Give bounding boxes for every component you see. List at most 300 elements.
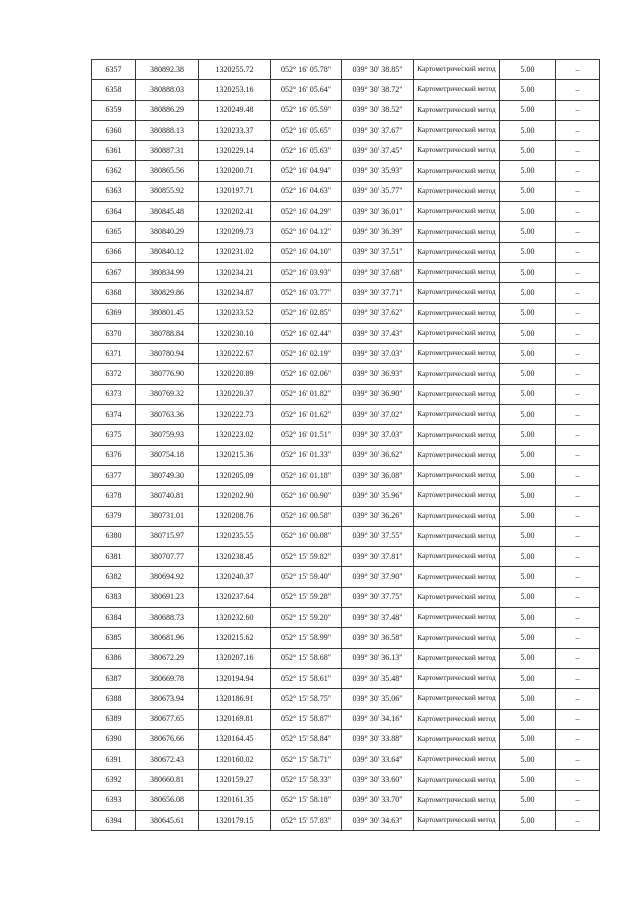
latitude-cell: 052° 16' 01.33"	[271, 445, 342, 465]
method-cell: Картометрический метод	[414, 323, 500, 343]
accuracy-cell: 5.00	[500, 526, 556, 546]
note-cell: –	[556, 465, 600, 485]
table-row	[92, 668, 600, 688]
note-cell: –	[556, 770, 600, 790]
method-cell: Картометрический метод	[414, 303, 500, 323]
longitude-cell: 039° 30' 37.43"	[342, 323, 414, 343]
y-coordinate-cell: 1320186.91	[199, 689, 271, 709]
x-coordinate-cell: 380707.77	[136, 547, 199, 567]
note-cell: –	[556, 750, 600, 770]
latitude-cell: 052° 15' 58.61"	[271, 668, 342, 688]
longitude-cell: 039° 30' 37.62"	[342, 303, 414, 323]
y-coordinate-cell: 1320234.87	[199, 283, 271, 303]
x-coordinate-cell: 380749.30	[136, 465, 199, 485]
point-number-cell: 6380	[92, 526, 136, 546]
note-cell: –	[556, 810, 600, 830]
method-cell: Картометрический метод	[414, 506, 500, 526]
y-coordinate-cell: 1320164.45	[199, 729, 271, 749]
note-cell: –	[556, 648, 600, 668]
accuracy-cell: 5.00	[500, 384, 556, 404]
latitude-cell: 052° 15' 58.75"	[271, 689, 342, 709]
latitude-cell: 052° 15' 58.87"	[271, 709, 342, 729]
longitude-cell: 039° 30' 37.75"	[342, 587, 414, 607]
note-cell: –	[556, 161, 600, 181]
accuracy-cell: 5.00	[500, 323, 556, 343]
latitude-cell: 052° 16' 04.29"	[271, 202, 342, 222]
latitude-cell: 052° 15' 58.18"	[271, 790, 342, 810]
y-coordinate-cell: 1320209.73	[199, 222, 271, 242]
longitude-cell: 039° 30' 36.39"	[342, 222, 414, 242]
latitude-cell: 052° 15' 59.40"	[271, 567, 342, 587]
longitude-cell: 039° 30' 37.51"	[342, 242, 414, 262]
note-cell: –	[556, 262, 600, 282]
longitude-cell: 039° 30' 36.01"	[342, 202, 414, 222]
note-cell: –	[556, 587, 600, 607]
longitude-cell: 039° 30' 36.90"	[342, 384, 414, 404]
longitude-cell: 039° 30' 37.48"	[342, 608, 414, 628]
x-coordinate-cell: 380759.93	[136, 425, 199, 445]
longitude-cell: 039° 30' 33.60"	[342, 770, 414, 790]
table-row	[92, 405, 600, 425]
accuracy-cell: 5.00	[500, 283, 556, 303]
x-coordinate-cell: 380892.38	[136, 60, 199, 80]
y-coordinate-cell: 1320233.52	[199, 303, 271, 323]
note-cell: –	[556, 323, 600, 343]
longitude-cell: 039° 30' 36.08"	[342, 465, 414, 485]
point-number-cell: 6363	[92, 181, 136, 201]
note-cell: –	[556, 303, 600, 323]
table-body	[92, 60, 600, 831]
x-coordinate-cell: 380788.84	[136, 323, 199, 343]
latitude-cell: 052° 16' 05.64"	[271, 80, 342, 100]
method-cell: Картометрический метод	[414, 628, 500, 648]
y-coordinate-cell: 1320169.81	[199, 709, 271, 729]
table-row	[92, 323, 600, 343]
point-number-cell: 6371	[92, 344, 136, 364]
accuracy-cell: 5.00	[500, 303, 556, 323]
accuracy-cell: 5.00	[500, 344, 556, 364]
point-number-cell: 6392	[92, 770, 136, 790]
x-coordinate-cell: 380660.81	[136, 770, 199, 790]
latitude-cell: 052° 16' 01.18"	[271, 465, 342, 485]
point-number-cell: 6369	[92, 303, 136, 323]
note-cell: –	[556, 405, 600, 425]
coordinate-table	[91, 59, 600, 831]
x-coordinate-cell: 380855.92	[136, 181, 199, 201]
latitude-cell: 052° 16' 04.63"	[271, 181, 342, 201]
table-row	[92, 750, 600, 770]
y-coordinate-cell: 1320229.14	[199, 141, 271, 161]
x-coordinate-cell: 380694.92	[136, 567, 199, 587]
table-row	[92, 303, 600, 323]
table-row	[92, 262, 600, 282]
point-number-cell: 6367	[92, 262, 136, 282]
x-coordinate-cell: 380672.29	[136, 648, 199, 668]
point-number-cell: 6385	[92, 628, 136, 648]
point-number-cell: 6357	[92, 60, 136, 80]
table-row	[92, 810, 600, 830]
point-number-cell: 6370	[92, 323, 136, 343]
note-cell: –	[556, 506, 600, 526]
note-cell: –	[556, 790, 600, 810]
note-cell: –	[556, 344, 600, 364]
accuracy-cell: 5.00	[500, 445, 556, 465]
note-cell: –	[556, 384, 600, 404]
longitude-cell: 039° 30' 37.68"	[342, 262, 414, 282]
method-cell: Картометрический метод	[414, 567, 500, 587]
x-coordinate-cell: 380840.29	[136, 222, 199, 242]
longitude-cell: 039° 30' 37.03"	[342, 425, 414, 445]
point-number-cell: 6387	[92, 668, 136, 688]
y-coordinate-cell: 1320160.02	[199, 750, 271, 770]
point-number-cell: 6390	[92, 729, 136, 749]
y-coordinate-cell: 1320237.64	[199, 587, 271, 607]
x-coordinate-cell: 380672.43	[136, 750, 199, 770]
note-cell: –	[556, 567, 600, 587]
point-number-cell: 6378	[92, 486, 136, 506]
accuracy-cell: 5.00	[500, 689, 556, 709]
latitude-cell: 052° 15' 58.68"	[271, 648, 342, 668]
method-cell: Картометрический метод	[414, 283, 500, 303]
longitude-cell: 039° 30' 35.96"	[342, 486, 414, 506]
y-coordinate-cell: 1320231.02	[199, 242, 271, 262]
accuracy-cell: 5.00	[500, 202, 556, 222]
note-cell: –	[556, 729, 600, 749]
table-row	[92, 770, 600, 790]
y-coordinate-cell: 1320222.67	[199, 344, 271, 364]
longitude-cell: 039° 30' 37.81"	[342, 547, 414, 567]
table-row	[92, 60, 600, 80]
x-coordinate-cell: 380691.23	[136, 587, 199, 607]
y-coordinate-cell: 1320233.37	[199, 120, 271, 140]
longitude-cell: 039° 30' 34.63"	[342, 810, 414, 830]
method-cell: Картометрический метод	[414, 790, 500, 810]
accuracy-cell: 5.00	[500, 810, 556, 830]
method-cell: Картометрический метод	[414, 486, 500, 506]
method-cell: Картометрический метод	[414, 608, 500, 628]
accuracy-cell: 5.00	[500, 262, 556, 282]
y-coordinate-cell: 1320235.55	[199, 526, 271, 546]
longitude-cell: 039° 30' 34.16"	[342, 709, 414, 729]
x-coordinate-cell: 380829.86	[136, 283, 199, 303]
point-number-cell: 6366	[92, 242, 136, 262]
point-number-cell: 6362	[92, 161, 136, 181]
table-row	[92, 344, 600, 364]
note-cell: –	[556, 120, 600, 140]
point-number-cell: 6364	[92, 202, 136, 222]
point-number-cell: 6361	[92, 141, 136, 161]
latitude-cell: 052° 16' 02.44"	[271, 323, 342, 343]
latitude-cell: 052° 16' 04.10"	[271, 242, 342, 262]
accuracy-cell: 5.00	[500, 567, 556, 587]
table-row	[92, 465, 600, 485]
accuracy-cell: 5.00	[500, 648, 556, 668]
note-cell: –	[556, 202, 600, 222]
longitude-cell: 039° 30' 35.48"	[342, 668, 414, 688]
x-coordinate-cell: 380681.96	[136, 628, 199, 648]
accuracy-cell: 5.00	[500, 628, 556, 648]
y-coordinate-cell: 1320205.09	[199, 465, 271, 485]
latitude-cell: 052° 16' 02.06"	[271, 364, 342, 384]
table-row	[92, 709, 600, 729]
table-row	[92, 120, 600, 140]
point-number-cell: 6386	[92, 648, 136, 668]
y-coordinate-cell: 1320249.48	[199, 100, 271, 120]
note-cell: –	[556, 486, 600, 506]
latitude-cell: 052° 16' 05.59"	[271, 100, 342, 120]
longitude-cell: 039° 30' 33.64"	[342, 750, 414, 770]
method-cell: Картометрический метод	[414, 689, 500, 709]
accuracy-cell: 5.00	[500, 242, 556, 262]
y-coordinate-cell: 1320200.71	[199, 161, 271, 181]
method-cell: Картометрический метод	[414, 729, 500, 749]
point-number-cell: 6373	[92, 384, 136, 404]
x-coordinate-cell: 380845.48	[136, 202, 199, 222]
x-coordinate-cell: 380740.81	[136, 486, 199, 506]
point-number-cell: 6374	[92, 405, 136, 425]
accuracy-cell: 5.00	[500, 181, 556, 201]
method-cell: Картометрический метод	[414, 262, 500, 282]
latitude-cell: 052° 15' 58.99"	[271, 628, 342, 648]
method-cell: Картометрический метод	[414, 810, 500, 830]
table-row	[92, 242, 600, 262]
longitude-cell: 039° 30' 37.03"	[342, 344, 414, 364]
table-row	[92, 729, 600, 749]
longitude-cell: 039° 30' 33.88"	[342, 729, 414, 749]
y-coordinate-cell: 1320240.37	[199, 567, 271, 587]
method-cell: Картометрический метод	[414, 344, 500, 364]
method-cell: Картометрический метод	[414, 120, 500, 140]
method-cell: Картометрический метод	[414, 242, 500, 262]
method-cell: Картометрический метод	[414, 425, 500, 445]
latitude-cell: 052° 16' 00.58"	[271, 506, 342, 526]
table-row	[92, 364, 600, 384]
point-number-cell: 6388	[92, 689, 136, 709]
method-cell: Картометрический метод	[414, 384, 500, 404]
latitude-cell: 052° 15' 59.20"	[271, 608, 342, 628]
latitude-cell: 052° 15' 58.33"	[271, 770, 342, 790]
point-number-cell: 6382	[92, 567, 136, 587]
latitude-cell: 052° 16' 03.93"	[271, 262, 342, 282]
point-number-cell: 6365	[92, 222, 136, 242]
longitude-cell: 039° 30' 37.90"	[342, 567, 414, 587]
table-row	[92, 384, 600, 404]
point-number-cell: 6379	[92, 506, 136, 526]
longitude-cell: 039° 30' 38.85"	[342, 60, 414, 80]
point-number-cell: 6391	[92, 750, 136, 770]
y-coordinate-cell: 1320179.15	[199, 810, 271, 830]
x-coordinate-cell: 380780.94	[136, 344, 199, 364]
y-coordinate-cell: 1320253.16	[199, 80, 271, 100]
latitude-cell: 052° 15' 59.82"	[271, 547, 342, 567]
method-cell: Картометрический метод	[414, 526, 500, 546]
latitude-cell: 052° 16' 01.82"	[271, 384, 342, 404]
y-coordinate-cell: 1320197.71	[199, 181, 271, 201]
point-number-cell: 6381	[92, 547, 136, 567]
y-coordinate-cell: 1320194.94	[199, 668, 271, 688]
latitude-cell: 052° 15' 57.83"	[271, 810, 342, 830]
longitude-cell: 039° 30' 37.71"	[342, 283, 414, 303]
coordinate-table-sheet	[91, 59, 599, 831]
point-number-cell: 6360	[92, 120, 136, 140]
method-cell: Картометрический метод	[414, 709, 500, 729]
table-row	[92, 283, 600, 303]
latitude-cell: 052° 16' 05.78"	[271, 60, 342, 80]
table-row	[92, 526, 600, 546]
x-coordinate-cell: 380801.45	[136, 303, 199, 323]
note-cell: –	[556, 668, 600, 688]
longitude-cell: 039° 30' 37.55"	[342, 526, 414, 546]
point-number-cell: 6383	[92, 587, 136, 607]
longitude-cell: 039° 30' 36.13"	[342, 648, 414, 668]
y-coordinate-cell: 1320161.35	[199, 790, 271, 810]
point-number-cell: 6377	[92, 465, 136, 485]
y-coordinate-cell: 1320230.10	[199, 323, 271, 343]
y-coordinate-cell: 1320234.21	[199, 262, 271, 282]
method-cell: Картометрический метод	[414, 80, 500, 100]
note-cell: –	[556, 709, 600, 729]
method-cell: Картометрический метод	[414, 202, 500, 222]
x-coordinate-cell: 380715.97	[136, 526, 199, 546]
point-number-cell: 6368	[92, 283, 136, 303]
method-cell: Картометрический метод	[414, 364, 500, 384]
point-number-cell: 6394	[92, 810, 136, 830]
accuracy-cell: 5.00	[500, 425, 556, 445]
method-cell: Картометрический метод	[414, 547, 500, 567]
x-coordinate-cell: 380754.18	[136, 445, 199, 465]
latitude-cell: 052° 16' 01.62"	[271, 405, 342, 425]
note-cell: –	[556, 689, 600, 709]
y-coordinate-cell: 1320223.02	[199, 425, 271, 445]
y-coordinate-cell: 1320202.41	[199, 202, 271, 222]
longitude-cell: 039° 30' 38.72"	[342, 80, 414, 100]
accuracy-cell: 5.00	[500, 547, 556, 567]
x-coordinate-cell: 380673.94	[136, 689, 199, 709]
table-row	[92, 790, 600, 810]
longitude-cell: 039° 30' 36.62"	[342, 445, 414, 465]
method-cell: Картометрический метод	[414, 770, 500, 790]
table-row	[92, 161, 600, 181]
longitude-cell: 039° 30' 37.02"	[342, 405, 414, 425]
y-coordinate-cell: 1320255.72	[199, 60, 271, 80]
method-cell: Картометрический метод	[414, 465, 500, 485]
accuracy-cell: 5.00	[500, 790, 556, 810]
accuracy-cell: 5.00	[500, 587, 556, 607]
accuracy-cell: 5.00	[500, 60, 556, 80]
accuracy-cell: 5.00	[500, 465, 556, 485]
table-row	[92, 486, 600, 506]
y-coordinate-cell: 1320202.90	[199, 486, 271, 506]
longitude-cell: 039° 30' 35.93"	[342, 161, 414, 181]
accuracy-cell: 5.00	[500, 222, 556, 242]
note-cell: –	[556, 628, 600, 648]
x-coordinate-cell: 380834.99	[136, 262, 199, 282]
accuracy-cell: 5.00	[500, 100, 556, 120]
method-cell: Картометрический метод	[414, 222, 500, 242]
y-coordinate-cell: 1320220.89	[199, 364, 271, 384]
point-number-cell: 6372	[92, 364, 136, 384]
point-number-cell: 6389	[92, 709, 136, 729]
x-coordinate-cell: 380776.90	[136, 364, 199, 384]
x-coordinate-cell: 380645.61	[136, 810, 199, 830]
latitude-cell: 052° 15' 58.71"	[271, 750, 342, 770]
note-cell: –	[556, 526, 600, 546]
point-number-cell: 6384	[92, 608, 136, 628]
note-cell: –	[556, 80, 600, 100]
accuracy-cell: 5.00	[500, 486, 556, 506]
note-cell: –	[556, 547, 600, 567]
latitude-cell: 052° 16' 05.65"	[271, 120, 342, 140]
x-coordinate-cell: 380840.12	[136, 242, 199, 262]
method-cell: Картометрический метод	[414, 445, 500, 465]
method-cell: Картометрический метод	[414, 750, 500, 770]
table-row	[92, 202, 600, 222]
table-row	[92, 445, 600, 465]
table-row	[92, 547, 600, 567]
method-cell: Картометрический метод	[414, 60, 500, 80]
latitude-cell: 052° 16' 02.85"	[271, 303, 342, 323]
method-cell: Картометрический метод	[414, 587, 500, 607]
note-cell: –	[556, 608, 600, 628]
x-coordinate-cell: 380731.01	[136, 506, 199, 526]
y-coordinate-cell: 1320238.45	[199, 547, 271, 567]
accuracy-cell: 5.00	[500, 709, 556, 729]
note-cell: –	[556, 242, 600, 262]
method-cell: Картометрический метод	[414, 141, 500, 161]
longitude-cell: 039° 30' 38.52"	[342, 100, 414, 120]
point-number-cell: 6375	[92, 425, 136, 445]
table-row	[92, 222, 600, 242]
y-coordinate-cell: 1320215.62	[199, 628, 271, 648]
longitude-cell: 039° 30' 33.70"	[342, 790, 414, 810]
latitude-cell: 052° 16' 01.51"	[271, 425, 342, 445]
x-coordinate-cell: 380676.66	[136, 729, 199, 749]
method-cell: Картометрический метод	[414, 648, 500, 668]
accuracy-cell: 5.00	[500, 750, 556, 770]
method-cell: Картометрический метод	[414, 181, 500, 201]
latitude-cell: 052° 16' 03.77"	[271, 283, 342, 303]
point-number-cell: 6358	[92, 80, 136, 100]
latitude-cell: 052° 16' 00.08"	[271, 526, 342, 546]
table-row	[92, 648, 600, 668]
accuracy-cell: 5.00	[500, 506, 556, 526]
x-coordinate-cell: 380656.08	[136, 790, 199, 810]
table-row	[92, 587, 600, 607]
latitude-cell: 052° 16' 02.19"	[271, 344, 342, 364]
accuracy-cell: 5.00	[500, 364, 556, 384]
accuracy-cell: 5.00	[500, 80, 556, 100]
y-coordinate-cell: 1320222.73	[199, 405, 271, 425]
accuracy-cell: 5.00	[500, 405, 556, 425]
x-coordinate-cell: 380888.13	[136, 120, 199, 140]
table-row	[92, 689, 600, 709]
longitude-cell: 039° 30' 36.93"	[342, 364, 414, 384]
accuracy-cell: 5.00	[500, 141, 556, 161]
y-coordinate-cell: 1320215.36	[199, 445, 271, 465]
latitude-cell: 052° 16' 04.94"	[271, 161, 342, 181]
x-coordinate-cell: 380763.36	[136, 405, 199, 425]
x-coordinate-cell: 380886.29	[136, 100, 199, 120]
latitude-cell: 052° 16' 05.63"	[271, 141, 342, 161]
note-cell: –	[556, 445, 600, 465]
accuracy-cell: 5.00	[500, 608, 556, 628]
note-cell: –	[556, 364, 600, 384]
longitude-cell: 039° 30' 35.06"	[342, 689, 414, 709]
point-number-cell: 6376	[92, 445, 136, 465]
note-cell: –	[556, 425, 600, 445]
longitude-cell: 039° 30' 36.26"	[342, 506, 414, 526]
longitude-cell: 039° 30' 37.45"	[342, 141, 414, 161]
